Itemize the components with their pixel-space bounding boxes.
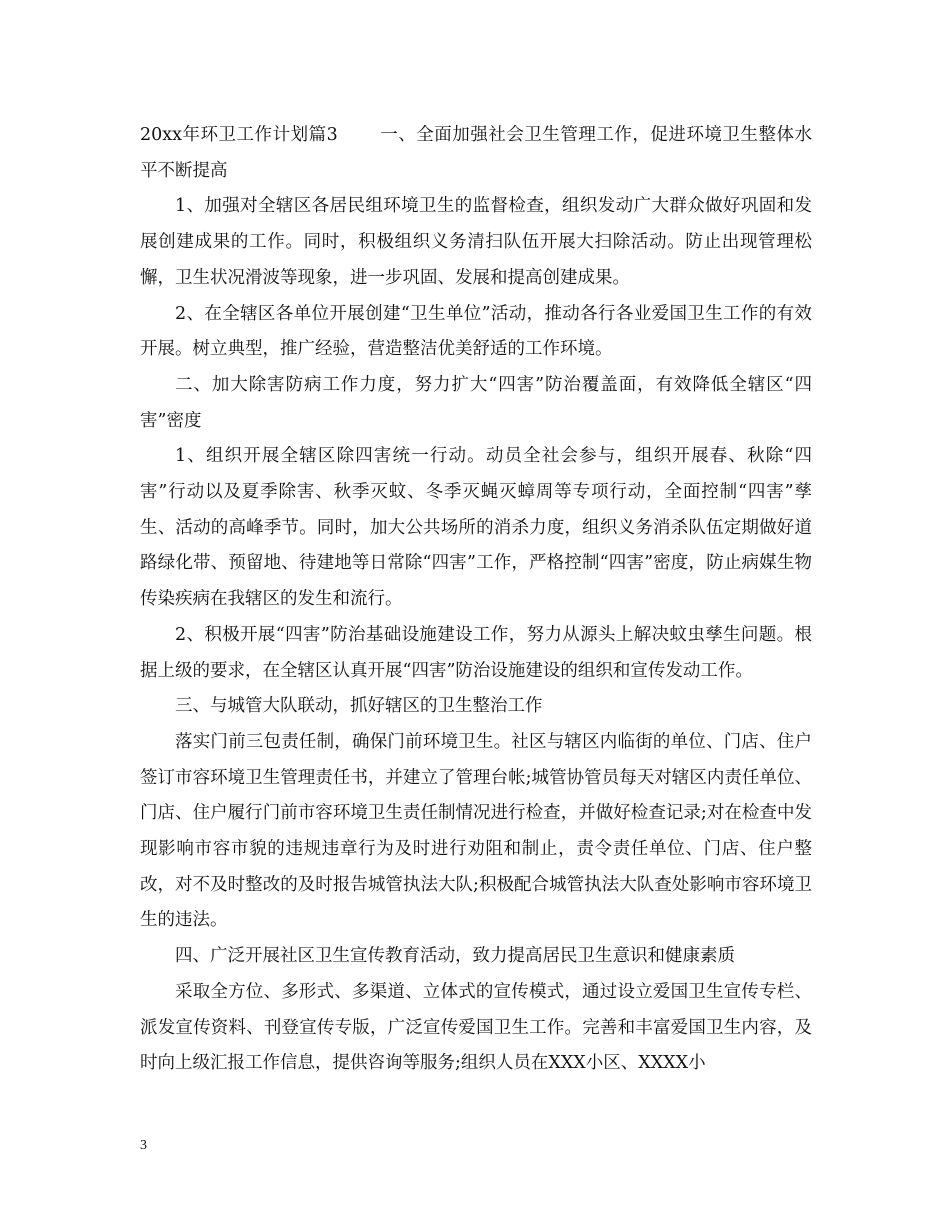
- heading-title: 20xx年环卫工作计划篇3: [140, 125, 338, 145]
- paragraph: 1、加强对全辖区各居民组环境卫生的监督检查，组织发动广大群众做好巩固和发展创建成果的工作。同时，积极组织义务清扫队伍开展大扫除活动。防止出现管理松懈，卫生状况滑波等现象，进一步巩固、发展和提高创建成果。: [140, 196, 812, 288]
- document-body: [140, 118, 812, 1082]
- paragraph: 落实门前三包责任制，确保门前环境卫生。社区与辖区内临街的单位、门店、住户签订市容环境卫生管理责任书，并建立了管理台帐;城管协管员每天对辖区内责任单位、门店、住户履行门前市容环境卫生责任制情况进行检查，并做好检查记录;对在检查中发现影响市容市貌的违规违章行为及时进行劝阻和制止，责令责任单位、门店、住户整改，对不及时整改的及时报告城管执法大队;积极配合城管执法大队查处影响市容环境卫生的违法。: [140, 731, 812, 931]
- page-number: 3: [140, 1138, 147, 1153]
- section-heading: 四、广泛开展社区卫生宣传教育活动，致力提高居民卫生意识和健康素质: [175, 946, 735, 967]
- heading-section-one: 一、全面加强社会卫生管理工作，促进环境卫生整体水平不断提高: [140, 125, 813, 181]
- section-heading: 二、加大除害防病工作力度，努力扩大“四害”防治覆盖面，有效降低全辖区“四害”密度: [140, 374, 812, 431]
- paragraph: 1、组织开展全辖区除四害统一行动。动员全社会参与，组织开展春、秋除“四害”行动以及夏季除害、秋季灭蚊、冬季灭蝇灭蟑周等专项行动，全面控制“四害”孳生、活动的高峰季节。同时，加大公共场所的消杀力度，组织义务消杀队伍定期做好道路绿化带、预留地、待建地等日常除“四害”工作，严格控制“四害”密度，防止病媒生物传染疾病在我辖区的发生和流行。: [140, 446, 812, 610]
- section-heading: 三、与城管大队联动，抓好辖区的卫生整治工作: [175, 696, 543, 717]
- paragraph: 采取全方位、多形式、多渠道、立体式的宣传模式，通过设立爱国卫生宣传专栏、派发宣传资料、刊登宣传专版，广泛宣传爱国卫生工作。完善和丰富爱国卫生内容，及时向上级汇报工作信息，提供咨询等服务;组织人员在XXX小区、XXXX小: [140, 981, 812, 1074]
- paragraph: 2、在全辖区各单位开展创建“卫生单位”活动，推动各行各业爱国卫生工作的有效开展。树立典型，推广经验，营造整洁优美舒适的工作环境。: [140, 303, 812, 360]
- document-heading: [140, 118, 812, 189]
- paragraph: 2、积极开展“四害”防治基础设施建设工作，努力从源头上解决蚊虫孳生问题。根据上级的要求，在全辖区认真开展“四害”防治设施建设的组织和宣传发动工作。: [140, 624, 812, 681]
